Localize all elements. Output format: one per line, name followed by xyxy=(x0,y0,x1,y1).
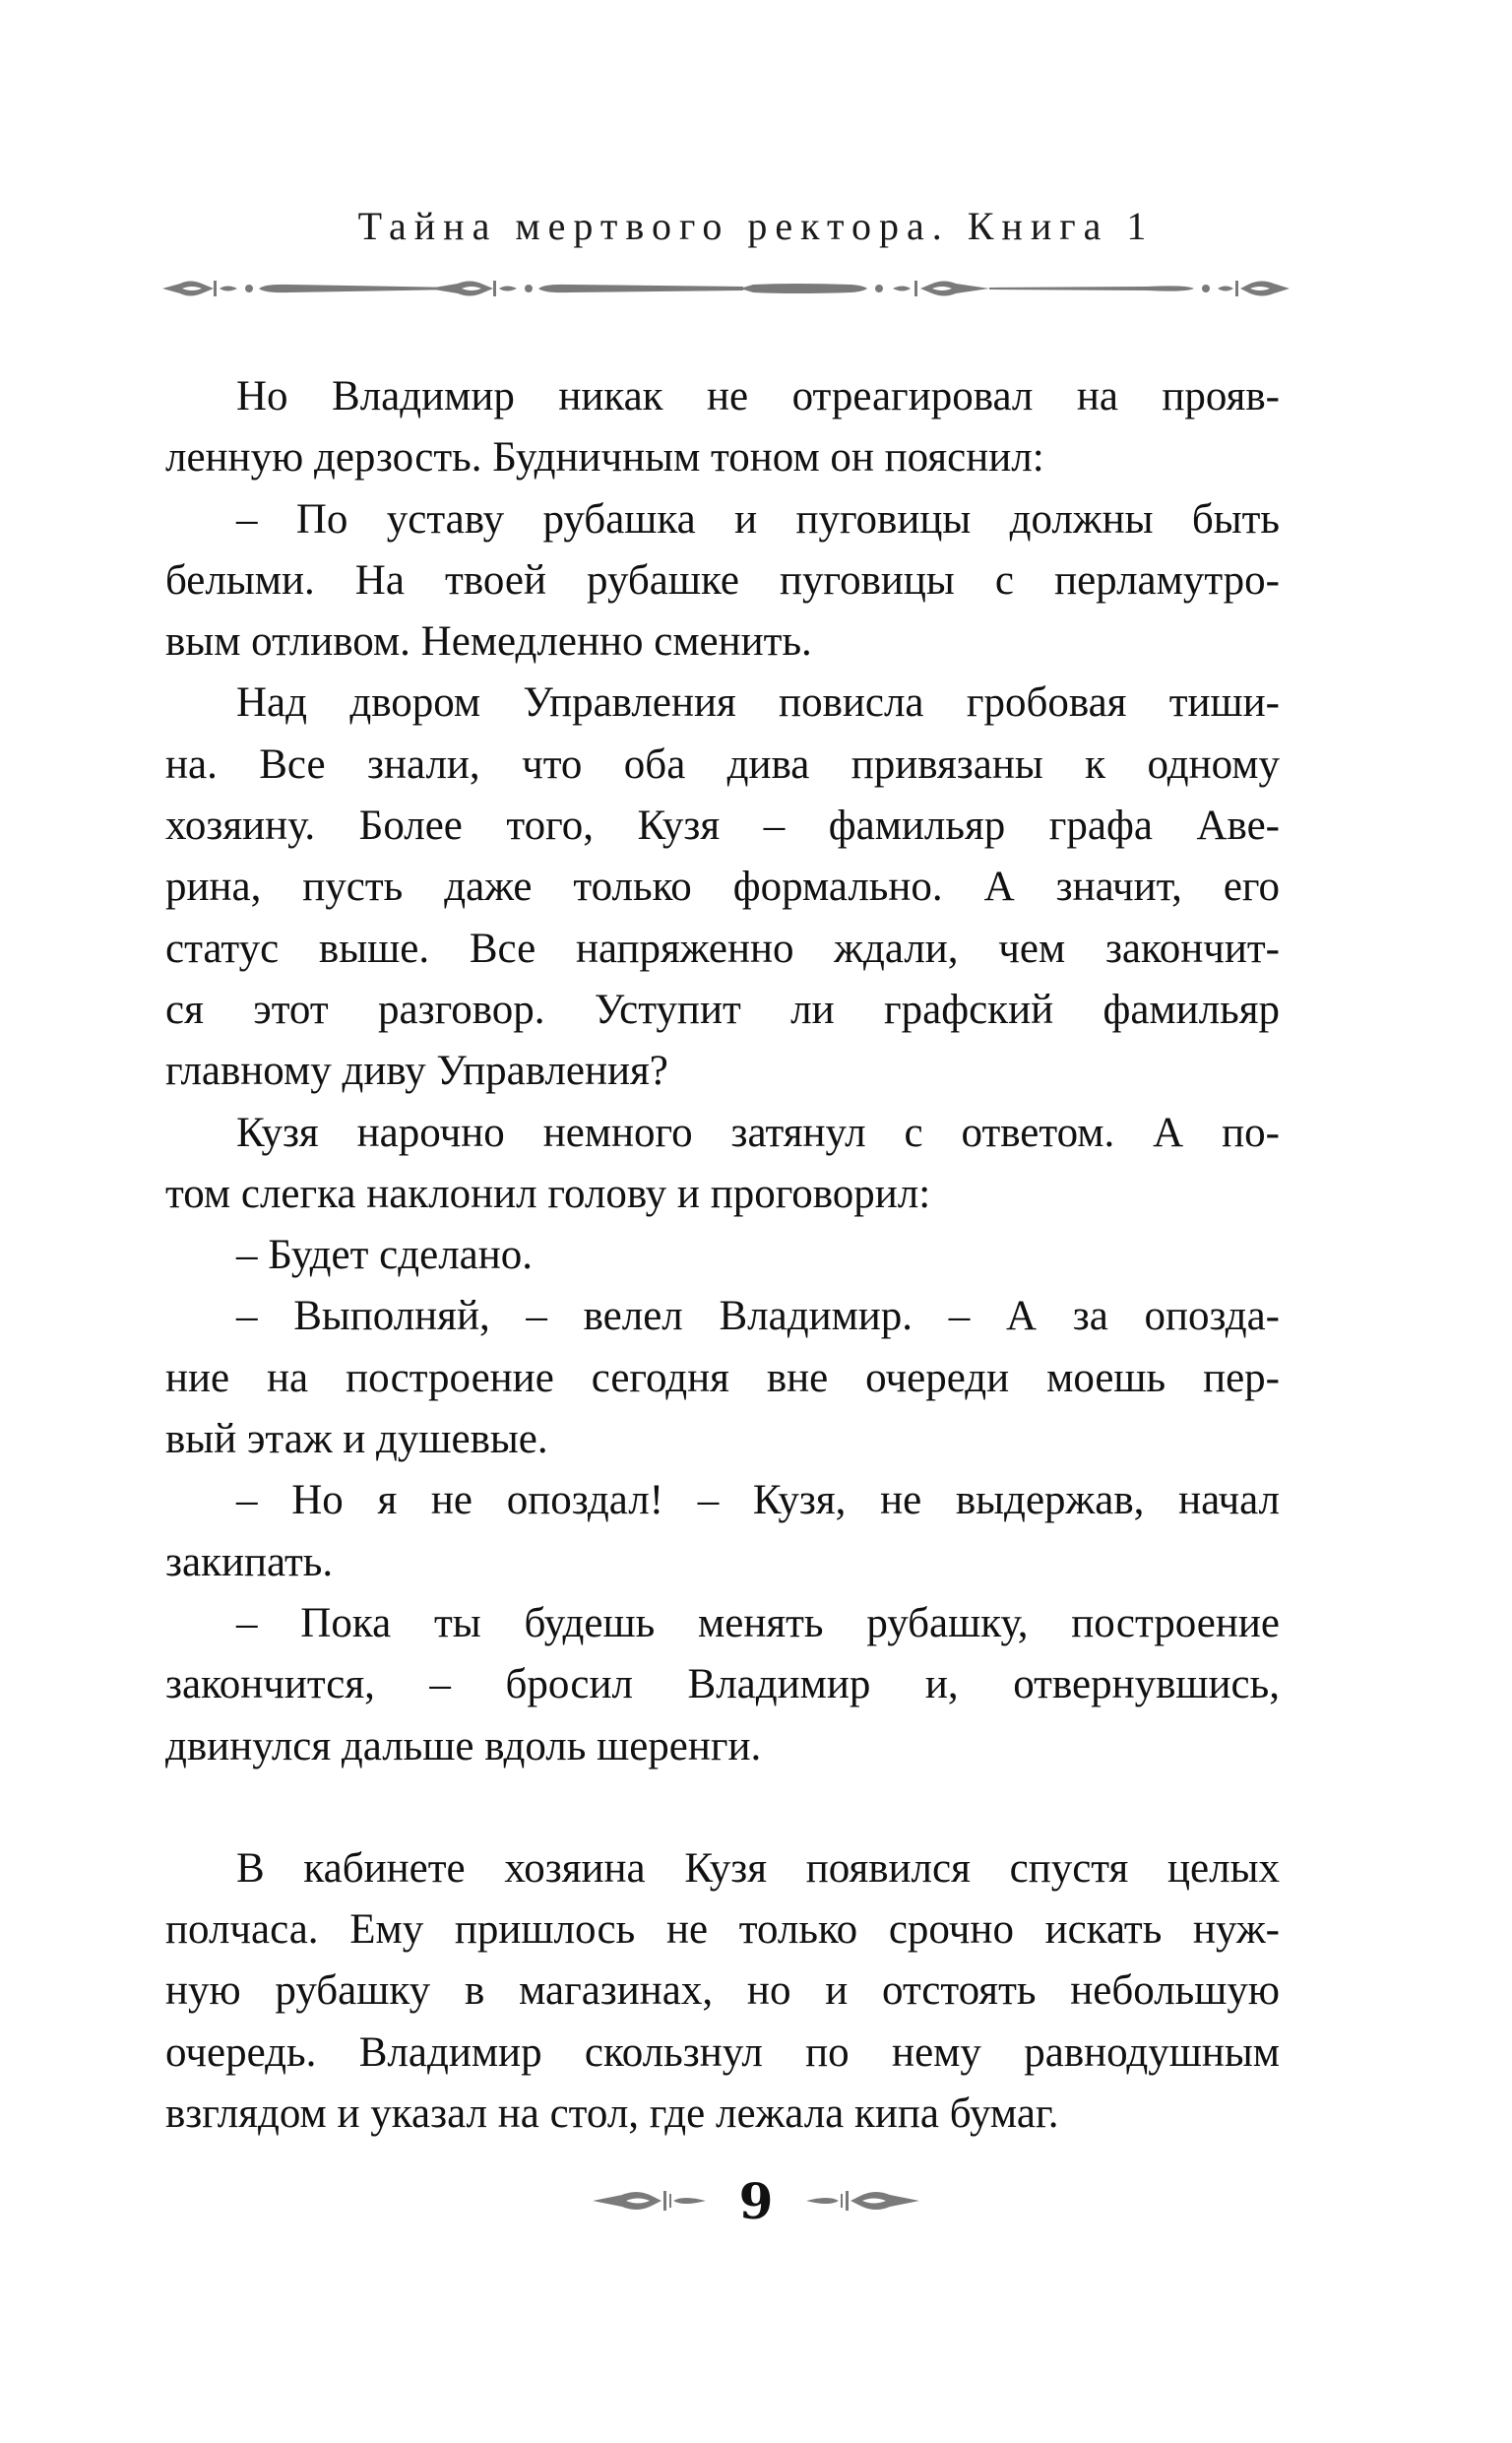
text-line: Но Владимир никак не отреагировал на прояв- xyxy=(236,373,1280,419)
text-line: – Выполняй, – велел Владимир. – А за опозда- xyxy=(236,1293,1280,1340)
text-line: полчаса. Ему пришлось не только срочно искать нуж- xyxy=(165,1906,1280,1954)
text-line: двинулся дальше вдоль шеренги. xyxy=(165,1722,762,1769)
text-line: – Но я не опоздал! – Кузя, не выдержав, начал xyxy=(236,1477,1280,1524)
text-line: В кабинете хозяина Кузя появился спустя целых xyxy=(236,1844,1280,1892)
text-line: на. Все знали, что оба дива привязаны к одному xyxy=(165,740,1280,788)
running-head: Тайна мертвого ректора. Книга 1 xyxy=(357,204,1155,248)
text-line: том слегка наклонил голову и проговорил: xyxy=(165,1170,931,1217)
text-line: – Будет сделано. xyxy=(236,1232,534,1279)
text-line: Над двором Управления повисла гробовая тиши- xyxy=(236,679,1280,727)
text-line: – Пока ты будешь менять рубашку, построение xyxy=(236,1599,1280,1646)
text-line: ние на построение сегодня вне очереди моешь пер- xyxy=(165,1354,1280,1401)
text-line: главному диву Управления? xyxy=(165,1048,668,1095)
text-line: закончится, – бросил Владимир и, отвернувшись, xyxy=(165,1661,1280,1708)
left-ornament-icon xyxy=(593,2186,706,2216)
text-line: очередь. Владимир скользнул по нему равнодушным xyxy=(165,2028,1280,2076)
text-line: закипать. xyxy=(165,1538,334,1585)
text-line: белыми. На твоей рубашке пуговицы с перламутро- xyxy=(165,556,1280,604)
text-line: ся этот разговор. Уступит ли графский фамильяр xyxy=(165,986,1280,1033)
page-number: 9 xyxy=(738,2171,774,2230)
text-line: ную рубашку в магазинах, но и отстоять небольшую xyxy=(165,1967,1280,2015)
text-line: ленную дерзость. Будничным тоном он пояснил: xyxy=(165,434,1044,482)
text-line: вым отливом. Немедленно сменить. xyxy=(165,618,812,666)
text-line: Кузя нарочно немного затянул с ответом. А по- xyxy=(236,1109,1280,1156)
text-line: взглядом и указал на стол, где лежала кипа бумаг. xyxy=(165,2090,1059,2138)
text-line: вый этаж и душевые. xyxy=(165,1416,548,1463)
ornamental-rule-icon xyxy=(162,276,1290,301)
section-break xyxy=(165,1777,1280,1838)
text-line: – По уставу рубашка и пуговицы должны быть xyxy=(236,495,1280,543)
text-line: рина, пусть даже только формально. А значит, его xyxy=(165,864,1280,911)
text-line: хозяину. Более того, Кузя – фамильяр графа Аве- xyxy=(165,803,1280,850)
right-ornament-icon xyxy=(806,2186,919,2216)
page-footer xyxy=(0,2171,1512,2230)
text-line: статус выше. Все напряженно ждали, чем закончит- xyxy=(165,925,1280,972)
body-text xyxy=(165,366,1280,2145)
